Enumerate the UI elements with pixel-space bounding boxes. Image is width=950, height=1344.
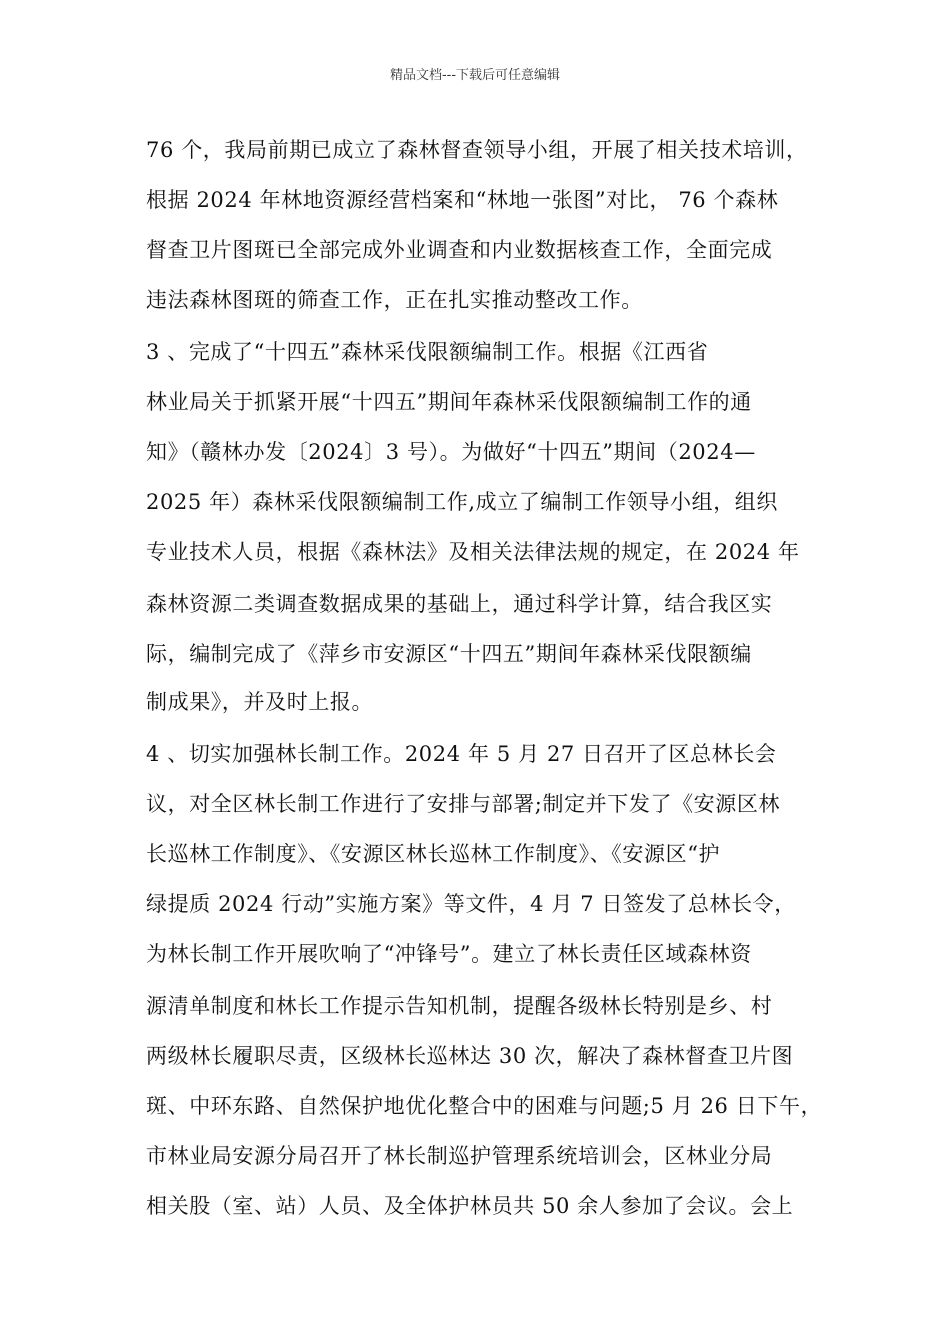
body-line: 绿提质 2024 行动”实施方案》等文件，4 月 7 日签发了总林长令， [146, 892, 796, 916]
body-line: 根据 2024 年林地资源经营档案和“林地一张图”对比， 76 个森林 [146, 188, 779, 212]
body-line: 相关股（室、站）人员、及全体护林员共 50 余人参加了会议。会上 [146, 1194, 794, 1218]
body-line: 两级林长履职尽责，区级林长巡林达 30 次，解决了森林督查卫片图 [146, 1044, 794, 1068]
body-line: 议，对全区林长制工作进行了安排与部署;制定并下发了《安源区林 [146, 792, 781, 816]
body-line: 2025 年）森林采伐限额编制工作,成立了编制工作领导小组，组织 [146, 490, 778, 514]
body-line: 4 、切实加强林长制工作。2024 年 5 月 27 日召开了区总林长会 [146, 742, 777, 766]
body-line: 长巡林工作制度》、《安源区林长巡林工作制度》、《安源区“护 [146, 842, 721, 866]
body-line: 际，编制完成了《萍乡市安源区“十四五”期间年森林采伐限额编 [146, 642, 752, 666]
body-line: 知》（赣林办发〔2024〕3 号）。为做好“十四五”期间（2024— [146, 440, 756, 464]
body-line: 制成果》，并及时上报。 [146, 690, 374, 714]
body-line: 林业局关于抓紧开展“十四五”期间年森林采伐限额编制工作的通 [146, 390, 752, 414]
body-line: 3 、完成了“十四五”森林采伐限额编制工作。根据《江西省 [146, 340, 709, 364]
body-line: 督查卫片图斑已全部完成外业调查和内业数据核查工作，全面完成 [146, 238, 773, 262]
page-header: 精品文档---下载后可任意编辑 [389, 68, 561, 83]
body-line: 违法森林图斑的筛查工作，正在扎实推动整改工作。 [146, 288, 643, 312]
body-line: 斑、中环东路、自然保护地优化整合中的困难与问题;5 月 26 日下午， [146, 1094, 823, 1118]
body-line: 森林资源二类调查数据成果的基础上，通过科学计算，结合我区实 [146, 592, 773, 616]
body-line: 76 个，我局前期已成立了森林督查领导小组，开展了相关技术培训， [146, 138, 808, 162]
body-line: 市林业局安源分局召开了林长制巡护管理系统培训会，区林业分局 [146, 1144, 773, 1168]
body-line: 为林长制工作开展吹响了“冲锋号”。建立了林长责任区域森林资 [146, 942, 752, 966]
body-line: 专业技术人员，根据《森林法》及相关法律法规的规定，在 2024 年 [146, 540, 800, 564]
body-line: 源清单制度和林长工作提示告知机制，提醒各级林长特别是乡、村 [146, 994, 773, 1018]
